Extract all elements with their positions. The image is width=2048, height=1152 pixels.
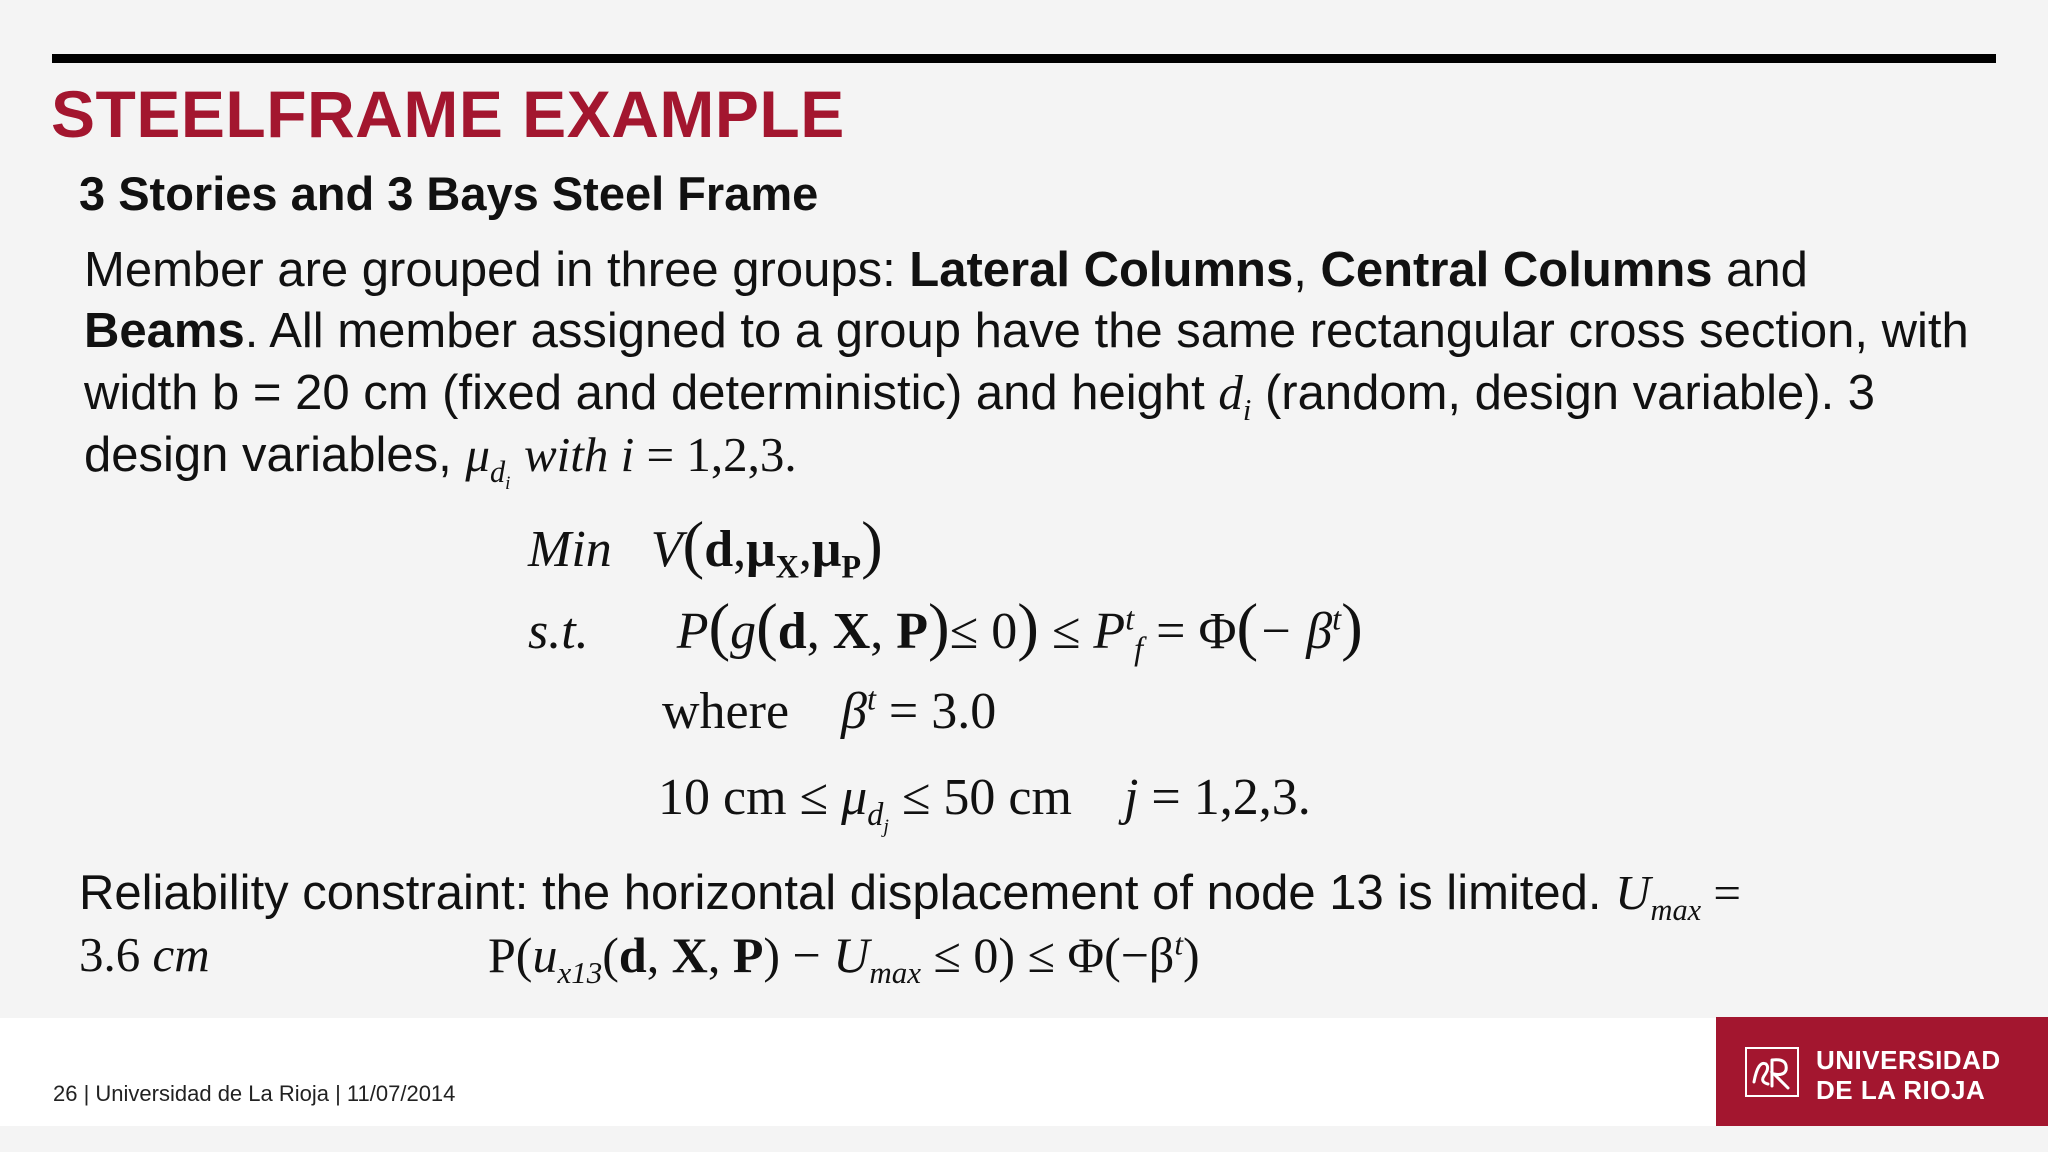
beta-target: β <box>841 683 867 740</box>
central-columns-term: Central Columns <box>1320 243 1713 297</box>
bounds-row: 10 cm ≤ $\mu_{d_j} \le 50$ cm j = 1,2,3. <box>658 769 1311 838</box>
university-emblem-icon <box>1744 1046 1800 1098</box>
with-i-text: with i <box>524 427 635 482</box>
probability-symbol: P <box>676 603 709 660</box>
st-label: s.t. <box>528 603 589 660</box>
volume-symbol: V <box>650 521 683 578</box>
design-variable-mu: $\mu_{d_i}$ <box>465 427 511 494</box>
mu-p-symbol: μ <box>811 521 842 578</box>
upper-bound: ≤ 50 cm <box>888 769 1072 826</box>
constraint-row: s.t. P(g(d, X, $P)\le 0) \le P^t_f = \Phi(- \beta^t)$ <box>528 591 1363 667</box>
where-row: where $\beta^t = 3.0$ <box>662 680 997 740</box>
paragraph-text-3: and <box>1712 243 1808 297</box>
d-vector: d <box>704 521 734 578</box>
description-paragraph <box>84 240 1984 494</box>
university-logo <box>1716 1017 2048 1127</box>
logo-line-1: UNIVERSIDAD <box>1816 1045 2001 1075</box>
logo-line-2: DE LA RIOJA <box>1816 1075 1986 1105</box>
mu-x-symbol: μ <box>746 521 776 578</box>
beams-term: Beams <box>84 304 245 358</box>
reliability-formula: $P(u_{x13}(d$, X, $P) - U_{max} \le 0) \le \Phi(-\beta^t)$ <box>488 926 1200 990</box>
umax-symbol: $U_{max}$ <box>1615 865 1702 927</box>
paragraph-text-2: , <box>1293 243 1321 297</box>
i-values: = 1,2,3. <box>634 427 797 482</box>
title-rule <box>52 54 1996 63</box>
where-label: where <box>662 683 790 740</box>
height-variable: $d_i$ <box>1218 365 1252 427</box>
lateral-columns-term: Lateral Columns <box>909 243 1294 297</box>
paragraph-text-4: . All member assigned to a group have the same rectangular cross section, with width b = 20 cm (fixed and deterministic) and height <box>84 304 1969 420</box>
umax-value: 3.6 <box>79 927 153 982</box>
limit-state-function: g <box>730 603 757 660</box>
min-label: Min <box>528 521 612 578</box>
slide-subtitle: 3 Stories and 3 Bays Steel Frame <box>79 167 819 220</box>
paragraph-text-5: (random, design variable). 3 design variables, <box>84 366 1876 482</box>
umax-unit: cm <box>152 927 210 982</box>
lower-bound: 10 cm ≤ <box>658 769 842 826</box>
paragraph-text-1: Member are grouped in three groups: <box>84 243 910 297</box>
slide-title: STEELFRAME EXAMPLE <box>51 77 845 151</box>
reliability-paragraph: Reliability constraint: the horizontal displacement of node 13 is limited. $U_{max}$ = 3.6 cm <box>79 865 1742 982</box>
optimization-formula <box>528 500 1428 840</box>
target-failure-probability: P <box>1093 603 1126 660</box>
reliability-text: Reliability constraint: the horizontal displacement of node 13 is limited. <box>79 866 1616 920</box>
footer-text: 26 | Universidad de La Rioja | 11/07/2014 <box>53 1081 456 1106</box>
objective-row: Min $V(d,\mu_X,\mu_P)$ <box>528 509 883 585</box>
bottom-strip <box>0 1126 2048 1152</box>
j-values: = 1,2,3. <box>1138 769 1311 826</box>
beta-value: = 3.0 <box>875 683 997 740</box>
